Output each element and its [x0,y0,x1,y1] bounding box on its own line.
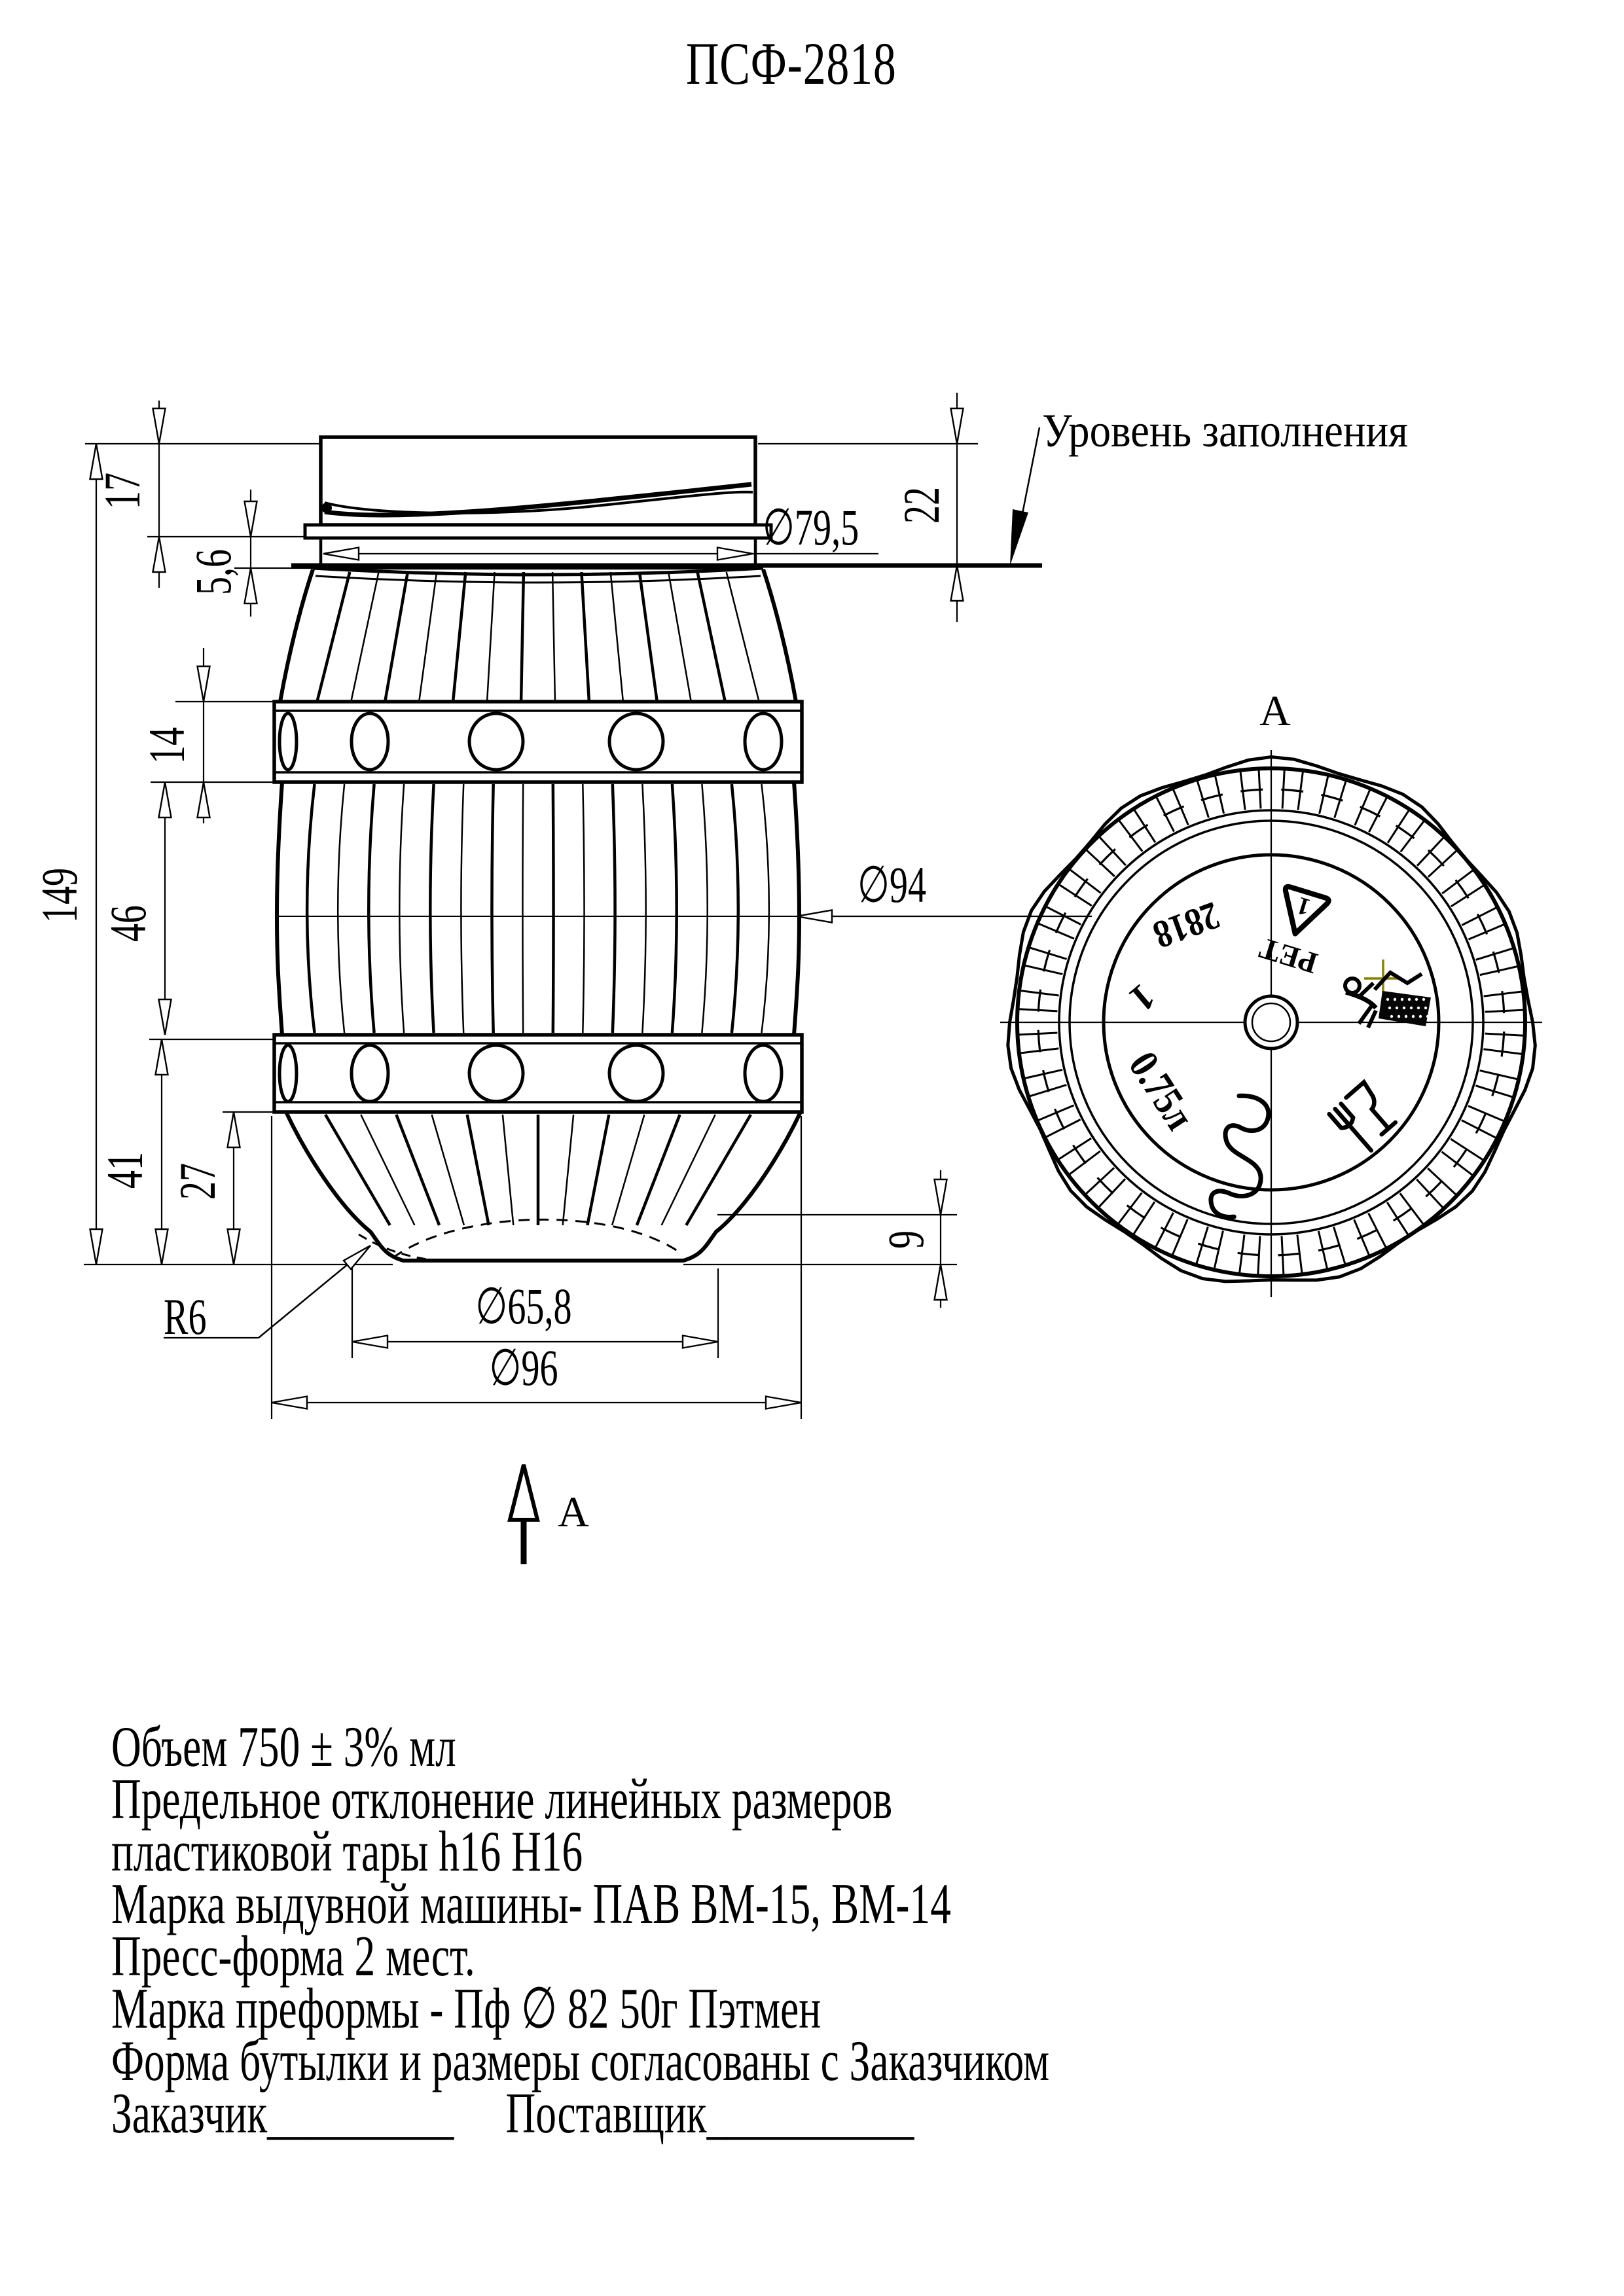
volume-text: 0.75л [1120,1043,1204,1138]
note-line: Предельное отклонение линейных размеров [111,1768,893,1831]
pet-mark [1255,884,1336,980]
dim-total-height: 149 [30,867,88,924]
dim-max-diameter: ∅96 [489,1338,558,1397]
r6-leader-arrow [344,1246,370,1269]
dim-fill-depth: 22 [892,486,950,524]
dim-corner-radius: R6 [164,1287,207,1346]
note-line: Марка выдувной машины- ПАВ ВМ-15, ВМ-14 [111,1873,951,1936]
pet-text: PET [1255,931,1322,981]
note-line: Заказчик_________ Поставщик__________ [111,2082,914,2145]
neck-flange [305,525,771,538]
note-line: Марка преформы - Пф ∅ 82 50г Пэтмен [111,1977,821,2041]
dim-base-height: 9 [876,1230,935,1249]
tidyman-icon [1345,960,1431,1028]
dim-cap-height: 17 [93,472,151,510]
section-arrow-label: A [558,1488,589,1536]
dim-base-diameter: ∅65,8 [475,1277,572,1335]
mold-number-text: 2818 [1147,893,1225,958]
notes-block [111,1715,1414,2145]
note-line: Форма бутылки и размеры согласованы с Заказчиком [111,2030,1050,2093]
belly-ribs [307,784,769,1033]
note-line: Пресс-форма 2 мест. [111,1925,475,1988]
note-line: Объем 750 ± 3% мл [111,1715,456,1779]
manufacturer-logo-squiggle [1209,1093,1272,1221]
section-arrow [510,1465,589,1564]
view-a [1000,687,1542,1297]
base-hidden-contour [393,1219,682,1258]
fill-level-label: Уровень заполнения [1042,404,1408,457]
resin-code-text: 1 [1293,891,1314,922]
dim-cone-height: 27 [168,1162,226,1200]
cone-ribs [325,1115,751,1225]
drawing-title: ПСФ-2818 [686,30,897,97]
dim-lower-span: 41 [96,1151,154,1189]
dim-belly-diameter: ∅94 [857,855,927,914]
food-safe-icon [1328,1082,1401,1155]
bottle-base [286,1112,801,1261]
view-a-label: A [1259,687,1291,735]
note-line: пластиковой тары h16 H16 [111,1820,583,1884]
cavity-number-text: 1 [1121,975,1164,1021]
section-arrow-head [510,1465,537,1520]
fill-level-leader-arrow [1010,509,1028,565]
dim-neck-diameter: ∅79,5 [763,498,859,556]
front-view [274,437,802,1261]
dim-band-height: 14 [137,726,196,764]
dim-belly-span: 46 [99,905,157,942]
shoulder-ribs [317,572,759,700]
dim-neck-height: 5,6 [184,548,242,596]
